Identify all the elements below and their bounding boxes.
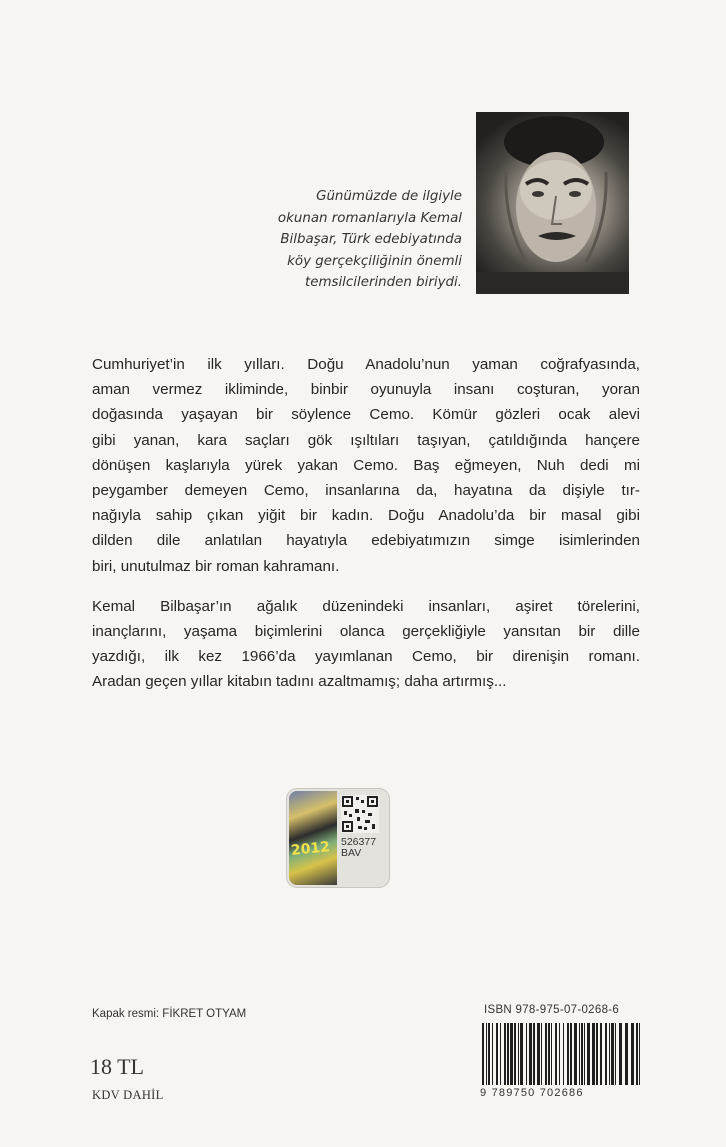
description-paragraph-2	[92, 594, 640, 695]
text-line: gibi yanan, kara saçları gök ışıltıları taşıyan, çatıldığında hançere	[92, 431, 640, 449]
sticker-year: 2012	[290, 839, 331, 859]
author-photo	[476, 112, 629, 294]
sticker-number: 526377	[341, 836, 377, 848]
barcode-digits: 9 789750 702686	[480, 1087, 584, 1099]
text-line: dilden dile anlatılan hayatıyla edebiyatımızın simge isimlerinden	[92, 532, 640, 550]
text-line: aman vermez ikliminde, binbir oyunuyla insanı coşturan, yoran	[92, 381, 640, 399]
text-line: Cumhuriyet’in ilk yılları. Doğu Anadolu’nun yaman coğrafyasında,	[92, 356, 640, 373]
caption-line: Bilbaşar, Türk edebiyatında	[280, 232, 462, 247]
hologram-icon	[289, 791, 337, 885]
caption-line: Günümüzde de ilgiyle	[316, 189, 462, 204]
author-portrait-icon	[476, 112, 629, 294]
book-description	[92, 352, 640, 695]
isbn-number: ISBN 978-975-07-0268-6	[484, 1004, 620, 1016]
text-line: nağıyla sahip çıkan yiğit bir kadın. Doğu Anadolu’da bir masal gibi	[92, 507, 640, 525]
photo-caption	[210, 186, 462, 294]
caption-line: okunan romanlarıyla Kemal	[277, 210, 462, 226]
text-line: peygamber demeyen Cemo, insanlarına da, hayatına da dişiyle tır-	[92, 482, 640, 500]
price: 18 TL	[90, 1054, 144, 1079]
text-line: yazdığı, ilk kez 1966’da yayımlanan Cemo, bir direnişin romanı.	[92, 648, 640, 666]
caption-line: temsilcilerinden biriydi.	[304, 275, 462, 290]
bandrol-sticker	[287, 789, 389, 887]
qr-code-icon	[341, 795, 379, 833]
description-paragraph-1	[92, 352, 640, 579]
sticker-code	[341, 837, 376, 859]
barcode-icon	[480, 1023, 644, 1085]
text-line: doğasında yaşayan bir söylence Cemo. Kömür gözleri ocak alevi	[92, 406, 640, 424]
caption-line: köy gerçekçiliğinin önemli	[287, 253, 462, 269]
text-line: biri, unutulmaz bir roman kahramanı.	[92, 557, 340, 575]
text-line: inançlarını, yaşama biçimlerini olanca gerçekliğiyle yansıtan bir dille	[92, 623, 640, 641]
text-line: Aradan geçen yıllar kitabın tadını azaltmamış; daha artırmış...	[92, 673, 507, 691]
cover-art-credit: Kapak resmi: FİKRET OTYAM	[92, 1008, 247, 1020]
vat-included-note: KDV DAHİL	[92, 1088, 164, 1102]
sticker-label: BAV	[341, 847, 362, 859]
text-line: dönüşen kaşlarıyla yürek yakan Cemo. Baş eğmeyen, Nuh dedi mi	[92, 456, 640, 474]
text-line: Kemal Bilbaşar’ın ağalık düzenindeki insanları, aşiret törelerini,	[92, 597, 640, 615]
